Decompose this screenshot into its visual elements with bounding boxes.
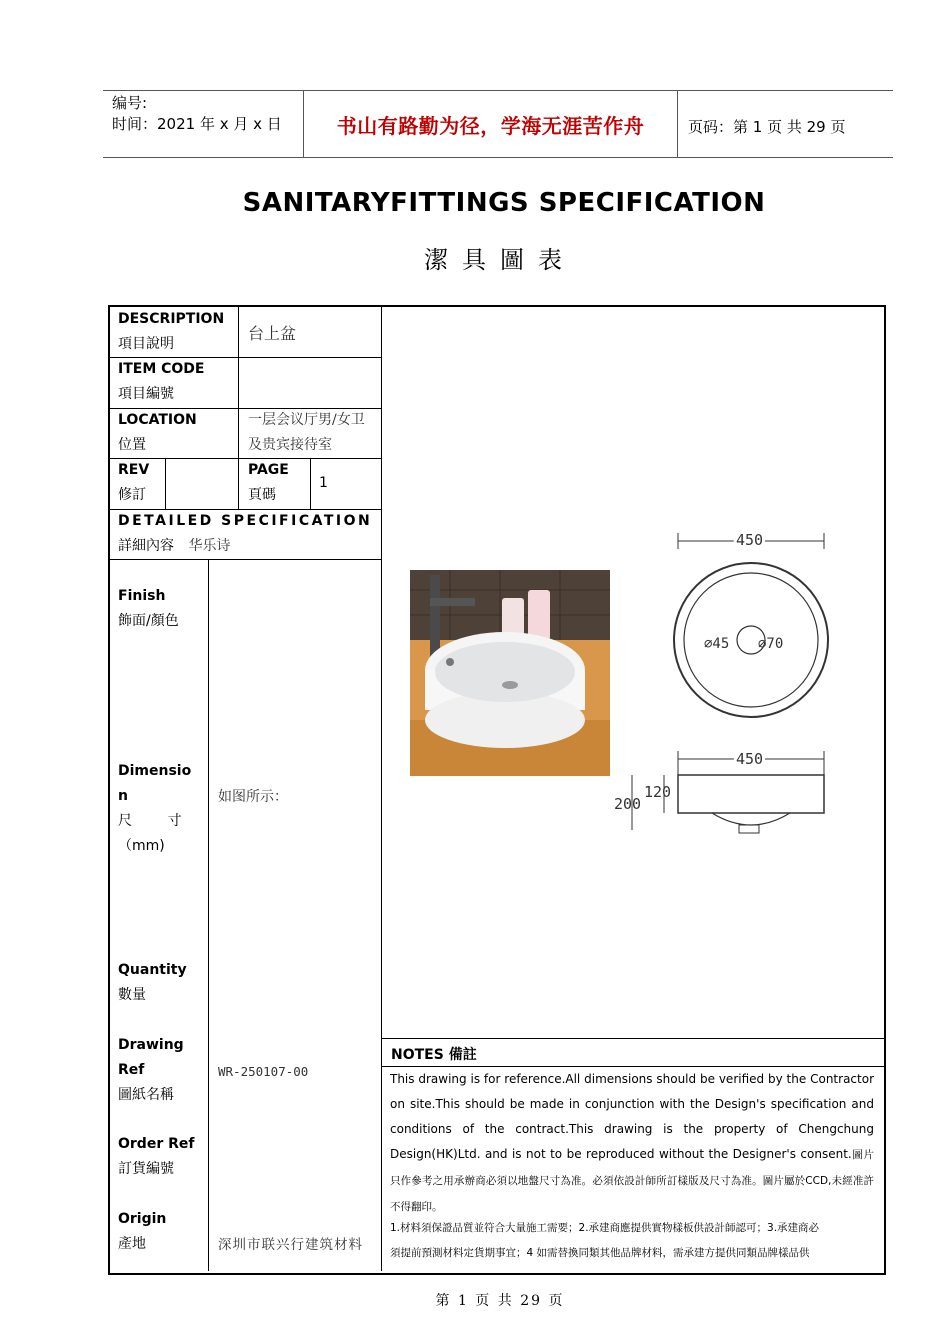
side-view-body — [678, 775, 824, 813]
document-subtitle: 潔具圖表 — [424, 246, 576, 274]
description-value: 台上盆 — [248, 324, 297, 343]
origin-value: 深圳市联兴行建筑材料 — [218, 1237, 363, 1253]
order-ref-label — [118, 1132, 194, 1182]
description-label — [118, 307, 224, 357]
drawing-ref-label-cn: 圖紙名稱 — [118, 1087, 174, 1103]
table-divider — [310, 458, 311, 509]
quantity-label-en: Quantity — [118, 962, 187, 978]
inner-height-label: 120 — [644, 783, 672, 801]
side-view-bowl — [712, 813, 790, 825]
time-label: 时间：2021 年 x 月 x 日 — [112, 115, 282, 133]
finish-label-en: Finish — [118, 588, 166, 604]
page-value: 1 — [319, 475, 328, 491]
order-ref-label-en: Order Ref — [118, 1136, 195, 1152]
notes-text-en: This drawing is for reference.All dimensions should be verified by the Contractor on site.This should be made in conjunction with the Design's specification and conditions of the contract.This drawing is the property of Chengchung Design(HK)Ltd. and is not to be reproduced without the Designer's consent. — [390, 1072, 874, 1161]
drawing-ref-label — [118, 1033, 184, 1108]
quantity-label-cn: 數量 — [118, 987, 146, 1003]
notes-title: NOTES 備註 — [391, 1047, 477, 1063]
item-code-label-en: ITEM CODE — [118, 361, 205, 377]
notes-line-a: 1.材料須保證品質並符合大量施工需要；2.承建商應提供實物樣板供設計師認可；3.承建商必 — [390, 1222, 820, 1234]
document-title: SANITARYFITTINGS SPECIFICATION — [242, 188, 766, 218]
location-label-cn: 位置 — [118, 437, 146, 453]
basin-photo-illustration — [410, 570, 610, 776]
drawing-ref-value: WR-250107-00 — [218, 1064, 309, 1079]
order-ref-label-cn: 訂貨編號 — [118, 1161, 174, 1177]
quantity-label — [118, 958, 187, 1008]
header-divider — [677, 90, 678, 158]
table-divider — [110, 458, 382, 459]
dimension-value: 如图所示： — [218, 789, 288, 805]
rev-label — [118, 458, 149, 508]
location-label — [118, 408, 197, 458]
detailed-spec-brand: 华乐诗 — [188, 538, 231, 554]
dimension-label — [118, 759, 200, 859]
finish-label — [118, 584, 179, 634]
page-label-en: PAGE — [248, 462, 289, 478]
page-label-cn: 頁碼 — [248, 487, 276, 503]
table-divider — [165, 458, 166, 509]
drawing-ref-label-en1: Drawing — [118, 1037, 184, 1053]
page-label — [248, 458, 289, 508]
location-value-line1: 一层会议厅男/女卫 — [248, 412, 365, 428]
header-page-label: 页码：第 1 页 共 29 页 — [688, 118, 846, 136]
origin-label-en: Origin — [118, 1211, 167, 1227]
description-label-cn: 項目說明 — [118, 336, 174, 352]
top-width-label: 450 — [736, 531, 764, 549]
bowl-dia-label: ⌀70 — [758, 636, 784, 652]
table-divider — [238, 458, 239, 509]
basin-photo — [410, 570, 610, 776]
location-value — [248, 408, 365, 458]
dimension-label-unit: （mm) — [118, 838, 165, 854]
detailed-spec-label — [118, 509, 372, 559]
detailed-spec-label-en: DETAILED SPECIFICATION — [118, 513, 373, 529]
basin-technical-drawing — [612, 525, 836, 845]
table-divider — [238, 307, 239, 459]
total-height-label: 200 — [614, 795, 642, 813]
notes-body — [390, 1067, 874, 1220]
dimension-label-en1: Dimensio — [118, 763, 192, 779]
finish-label-cn: 飾面/顏色 — [118, 613, 179, 629]
page-footer: 第 1 页 共 29 页 — [435, 1293, 565, 1309]
rev-label-cn: 修訂 — [118, 487, 146, 503]
side-view-drain — [739, 825, 759, 833]
notes-text-cn: 圖片只作參考之用承辦商必須以地盤尺寸為准。必須依設計師所訂樣版及尺寸為准。圖片屬於CCD,未經准許不得翻印。 — [390, 1149, 874, 1213]
dimension-label-cn: 尺 寸 — [118, 813, 182, 829]
drawing-ref-label-en2: Ref — [118, 1062, 145, 1078]
notes-line-b: 須提前預測材料定貨期事宜；4 如需替換同類其他品牌材料，需承建方提供同類品牌樣品供 — [390, 1247, 810, 1259]
table-divider — [208, 559, 209, 1271]
location-value-line2: 及贵宾接待室 — [248, 437, 332, 453]
basin-outer-circle — [674, 563, 828, 717]
table-divider — [381, 307, 382, 1271]
description-label-en: DESCRIPTION — [118, 311, 225, 327]
table-divider — [382, 1038, 884, 1039]
header-motto: 书山有路勤为径，学海无涯苦作舟 — [336, 114, 645, 138]
code-label: 编号: — [112, 94, 148, 112]
dimension-label-en2: n — [118, 788, 128, 804]
table-divider — [110, 559, 382, 560]
side-width-label: 450 — [736, 750, 764, 768]
header-meta — [112, 93, 282, 135]
drain-dia-label: ⌀45 — [704, 636, 730, 652]
item-code-label-cn: 項目編號 — [118, 386, 174, 402]
rev-label-en: REV — [118, 462, 150, 478]
detailed-spec-label-cn: 詳細內容 — [118, 538, 174, 554]
item-code-label — [118, 357, 205, 407]
origin-label — [118, 1207, 166, 1257]
origin-label-cn: 產地 — [118, 1236, 146, 1252]
location-label-en: LOCATION — [118, 412, 197, 428]
